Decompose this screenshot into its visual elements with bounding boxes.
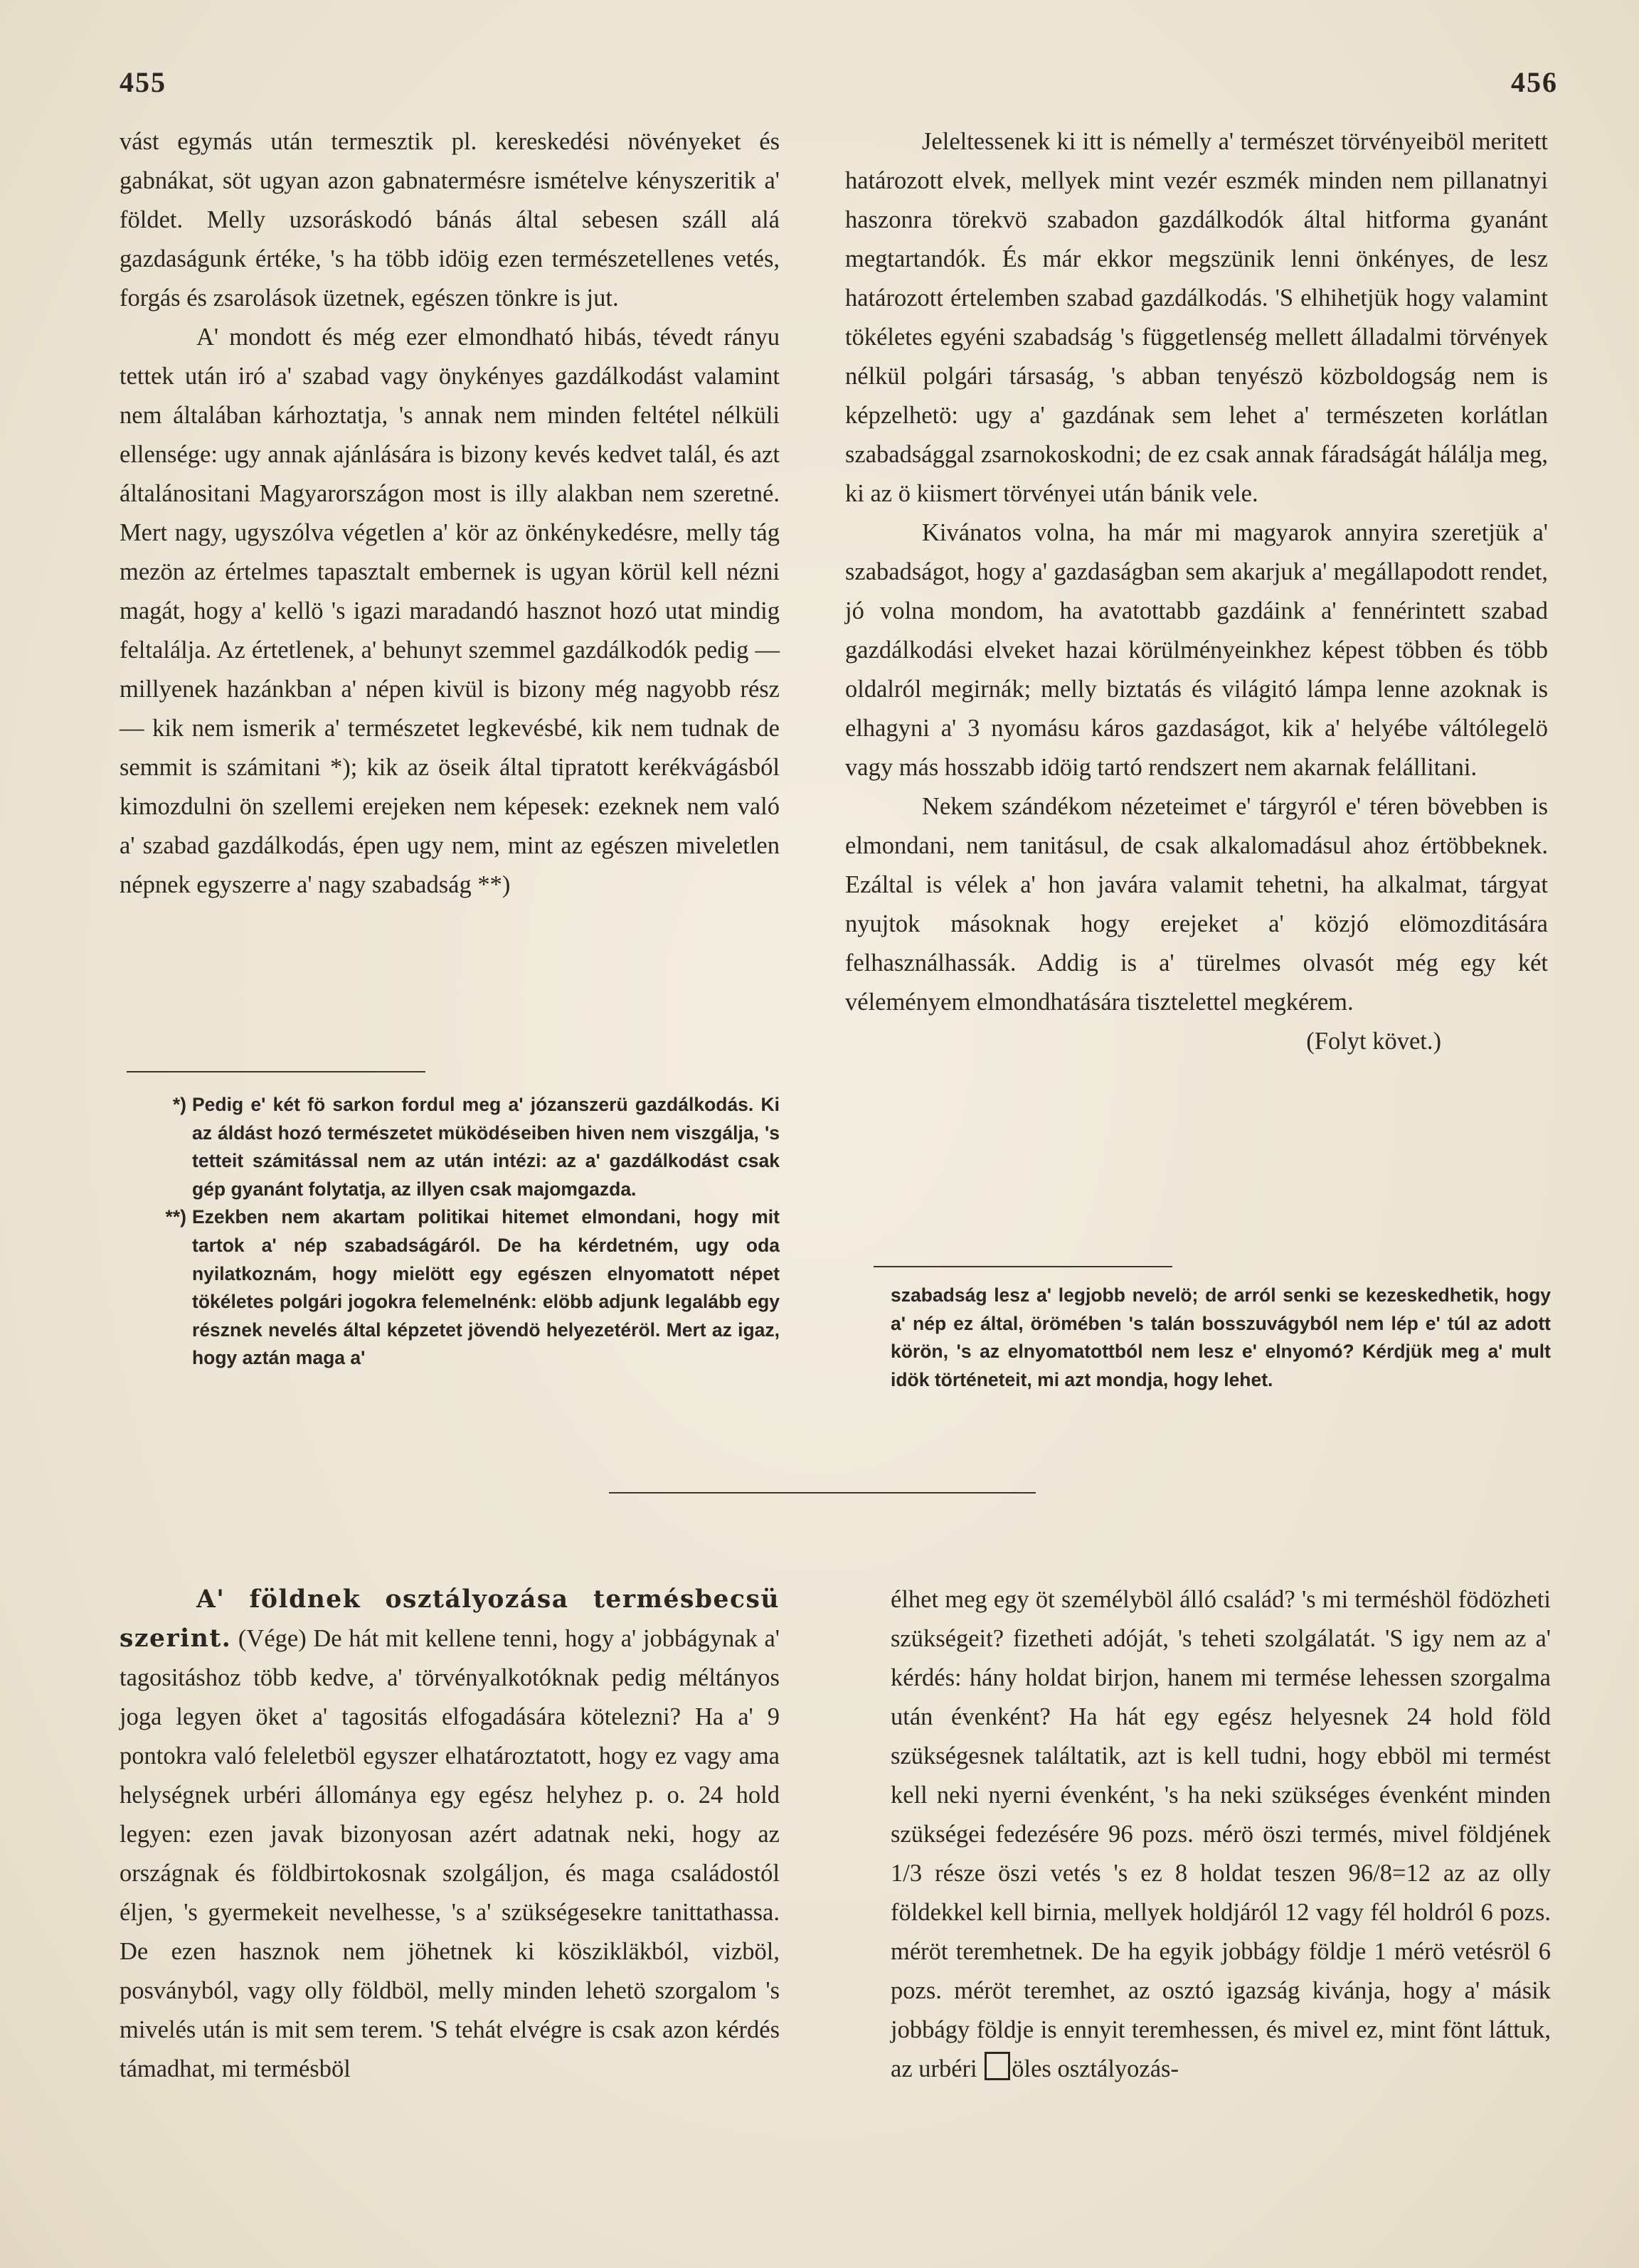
footnote-rule xyxy=(127,1071,425,1072)
top-right-column xyxy=(845,122,1548,1061)
article-tagline: (Vége) xyxy=(238,1625,307,1652)
top-left-column xyxy=(120,122,780,905)
article-left-column xyxy=(120,1580,780,2089)
paragraph: Nekem szándékom nézeteimet e' tárgyról e' téren bövebben is elmondani, nem tanitásul, de csak alkalomadásul ahoz értöbbeknek. Ezáltal is vélek a' hon javára valamit tehetni, ha alkalmat, tárgyat nyujtok másoknak hogy erejeket a' közjó elömozditására felhasználhassák. Addig is a' türelmes olvasót még egy két véleményem elmondhatására tisztelettel megkérem. xyxy=(845,793,1548,1016)
article-text: De hát mit kellene tenni, hogy a' jobbágynak a' tagositáshoz több kedve, a' törvényalkotóknak pedig méltányos joga legyen öket a' tagositás elfogadására kötelezni? Ha a' 9 pontokra való feleletböl egyszer elhatároztatott, hogy ez vagy ama helységnek urbéri állománya egy egész helyhez p. o. 24 hold legyen: ezen javak bizonyosan azért adatnak neki, hogy az országnak és földbirtokosnak szolgáljon, és maga családostól éljen, 's gyermekeit nevelhesse, 's a' szükségesekre tanittathassa. De ezen hasznok nem jöhetnek ki köszikläkból, vizböl, posványból, vagy olly földböl, melly minden lehetö szorgalom 's mivelés után is mit sem terem. 'S tehát elvégre is csak azon kérdés támadhat, mi termésböl xyxy=(120,1625,780,2082)
footnote-mark: **) xyxy=(165,1206,186,1228)
footnote-mark: *) xyxy=(172,1094,186,1115)
box-glyph-icon xyxy=(985,2052,1010,2080)
paragraph: Kivánatos volna, ha már mi magyarok annyira szeretjük a' szabadságot, hogy a' gazdaságban sem akarjuk a' megállapodott rendet, jó volna mondom, ha avatottabb gazdáink a' fennérintett szabad gazdálkodási elveket hazai körülményeinkhez képest többen és több oldalról megirnák; melly biztatás és világitó lámpa lenne azoknak is elhagyni a' 3 nyomásu káros gazdaságot, kik a' helyébe váltólegelö vagy más hosszabb idöig tartó rendszert nem akarnak felállitani. xyxy=(845,519,1548,781)
article-title: A' földnek osztályozása termésbecsü szerint. xyxy=(120,1585,780,1653)
page-number-left: 455 xyxy=(120,66,166,98)
continuation-note: (Folyt követ.) xyxy=(1306,1028,1441,1055)
footnote-text: Pedig e' két fö sarkon fordul meg a' józanszerü gazdálkodás. Ki az áldást hozó természetet müködéseiben hiven nem viszgálja, 's tetteit számitással nem az után intézi: az a' gazdálkodást csak gép gyanánt folytatja, az illyen csak majomgazda. xyxy=(192,1094,780,1200)
footnote-continuation: szabadság lesz a' legjobb nevelö; de arról senki se kezeskedhetik, hogy a' nép ez által, örömében 's talán bosszuvágyból nem lép e' túl az adott körön, 's az elnyomatottból nem lesz e' elnyomó? Kérdjük meg a' mult idök történeteit, mi azt mondja, hogy lehet. xyxy=(891,1284,1551,1390)
section-divider xyxy=(609,1492,1036,1494)
footnotes-left xyxy=(120,1091,780,1373)
article-text: öles osztályozás- xyxy=(1012,2055,1179,2082)
footnote-text: Ezekben nem akartam politikai hitemet elmondani, hogy mit tartok a' nép szabadságáról. De ha kérdetném, ugy oda nyilatkoznám, hogy mielött egy egészen elnyomatott népet tökéletes polgári jogokra felemelnénk: elöbb adjunk legalább egy résznek nevelés által képzetet jövendö helyezetéröl. Mert az igaz, hogy aztán maga a' xyxy=(192,1206,780,1369)
article-paragraph xyxy=(120,1580,780,2089)
paragraph: vást egymás után termesztik pl. kereskedési növényeket és gabnákat, söt ugyan azon gabnatermésre ismételve kényszeritik a' földet. Melly uzsoráskodó bánás által sebesen száll alá gazdaságunk értéke, 's ha több idöig ezen természetellenes vetés, forgás és zsarolások üzetnek, egészen tönkre is jut. xyxy=(120,128,780,312)
footnote xyxy=(120,1203,780,1373)
page-number-right: 456 xyxy=(1511,66,1558,98)
article-text: élhet meg egy öt személyböl álló család? 's mi terméshöl födözheti szükségeit? fizetheti adóját, 's teheti szolgálatát. 'S igy nem az a' kérdés: hány holdat birjon, hanem mi termése lehessen szorgalma után évenként? Ha hát egy egész helyesnek 24 hold föld szükségesnek találtatik, azt is kell tudni, hogy ebböl mi termést kell neki nyerni évenként, 's ha neki szükséges évenként minden szükségei fedezésére 96 pozs. mérö öszi termés, mivel földjének 1/3 része öszi vetés 's ez 8 holdat teszen 96/8=12 az az olly földekkel kell birnia, mellyek holdjáról 12 vagy fél holdról 6 pozs. méröt teremhetnek. De ha egyik jobbágy földje 1 mérö vetésröl 6 pozs. méröt teremhet, az osztó igazság kivánja, hogy a' másik jobbágy földje is ennyit teremhessen, és mivel ez, mint fönt láttuk, az urbéri xyxy=(891,1586,1551,2082)
footnote xyxy=(120,1091,780,1203)
paragraph: Jeleltessenek ki itt is némelly a' természet törvényeiböl meritett határozott elvek, mellyek mint vezér eszmék minden nem pillanatnyi haszonra törekvö szabadon gazdálkodók által hitforma gyanánt megtartandók. És már ekkor megszünik lenni önkényes, de lesz határozott értelemben szabad gazdálkodás. 'S elhihetjük hogy valamint tökéletes egyéni szabadság 's függetlenség mellett álladalmi törvények nélkül polgári társaság, 's abban tenyészö közboldogság nem is képzelhetö: ugy a' gazdának sem lehet a' természeten korlátlan szabadsággal zsarnokoskodni; de ez csak annak fáradságát hálálja meg, ki az ö kiismert törvényei után bánik vele. xyxy=(845,128,1548,507)
paragraph: A' mondott és még ezer elmondható hibás, tévedt rányu tettek után iró a' szabad vagy önykényes gazdálkodást valamint nem általában kárhoztatja, 's annak nem minden feltétel nélküli ellensége: ugy annak ajánlására is bizony kevés kedvet talál, és azt általánositani Magyarországon most is illy alakban nem szeretné. Mert nagy, ugyszólva végetlen a' kör az önkénykedésre, melly tág mezön az értelmes tapasztalt embernek is ugyan körül kell nézni magát, hogy a' kellö 's igazi maradandó hasznot hozó utat mindig feltalálja. Az értetlenek, a' behunyt szemmel gazdálkodók pedig — millyenek hazánkban a' népen kivül is bizony még nagyobb rész — kik nem ismerik a' természetet legkevésbé, kik nem tudnak de semmit is számitani *); kik az öseik által tipratott kerékvágásból kimozdulni ön szellemi erejeken nem képesek: ezeknek nem való a' szabad gazdálkodás, épen ugy nem, mint az egészen miveletlen népnek egyszerre a' nagy szabadság **) xyxy=(120,324,780,898)
article-right-column xyxy=(891,1580,1551,2089)
footnote-rule xyxy=(874,1266,1172,1267)
article-paragraph xyxy=(891,1580,1551,2089)
